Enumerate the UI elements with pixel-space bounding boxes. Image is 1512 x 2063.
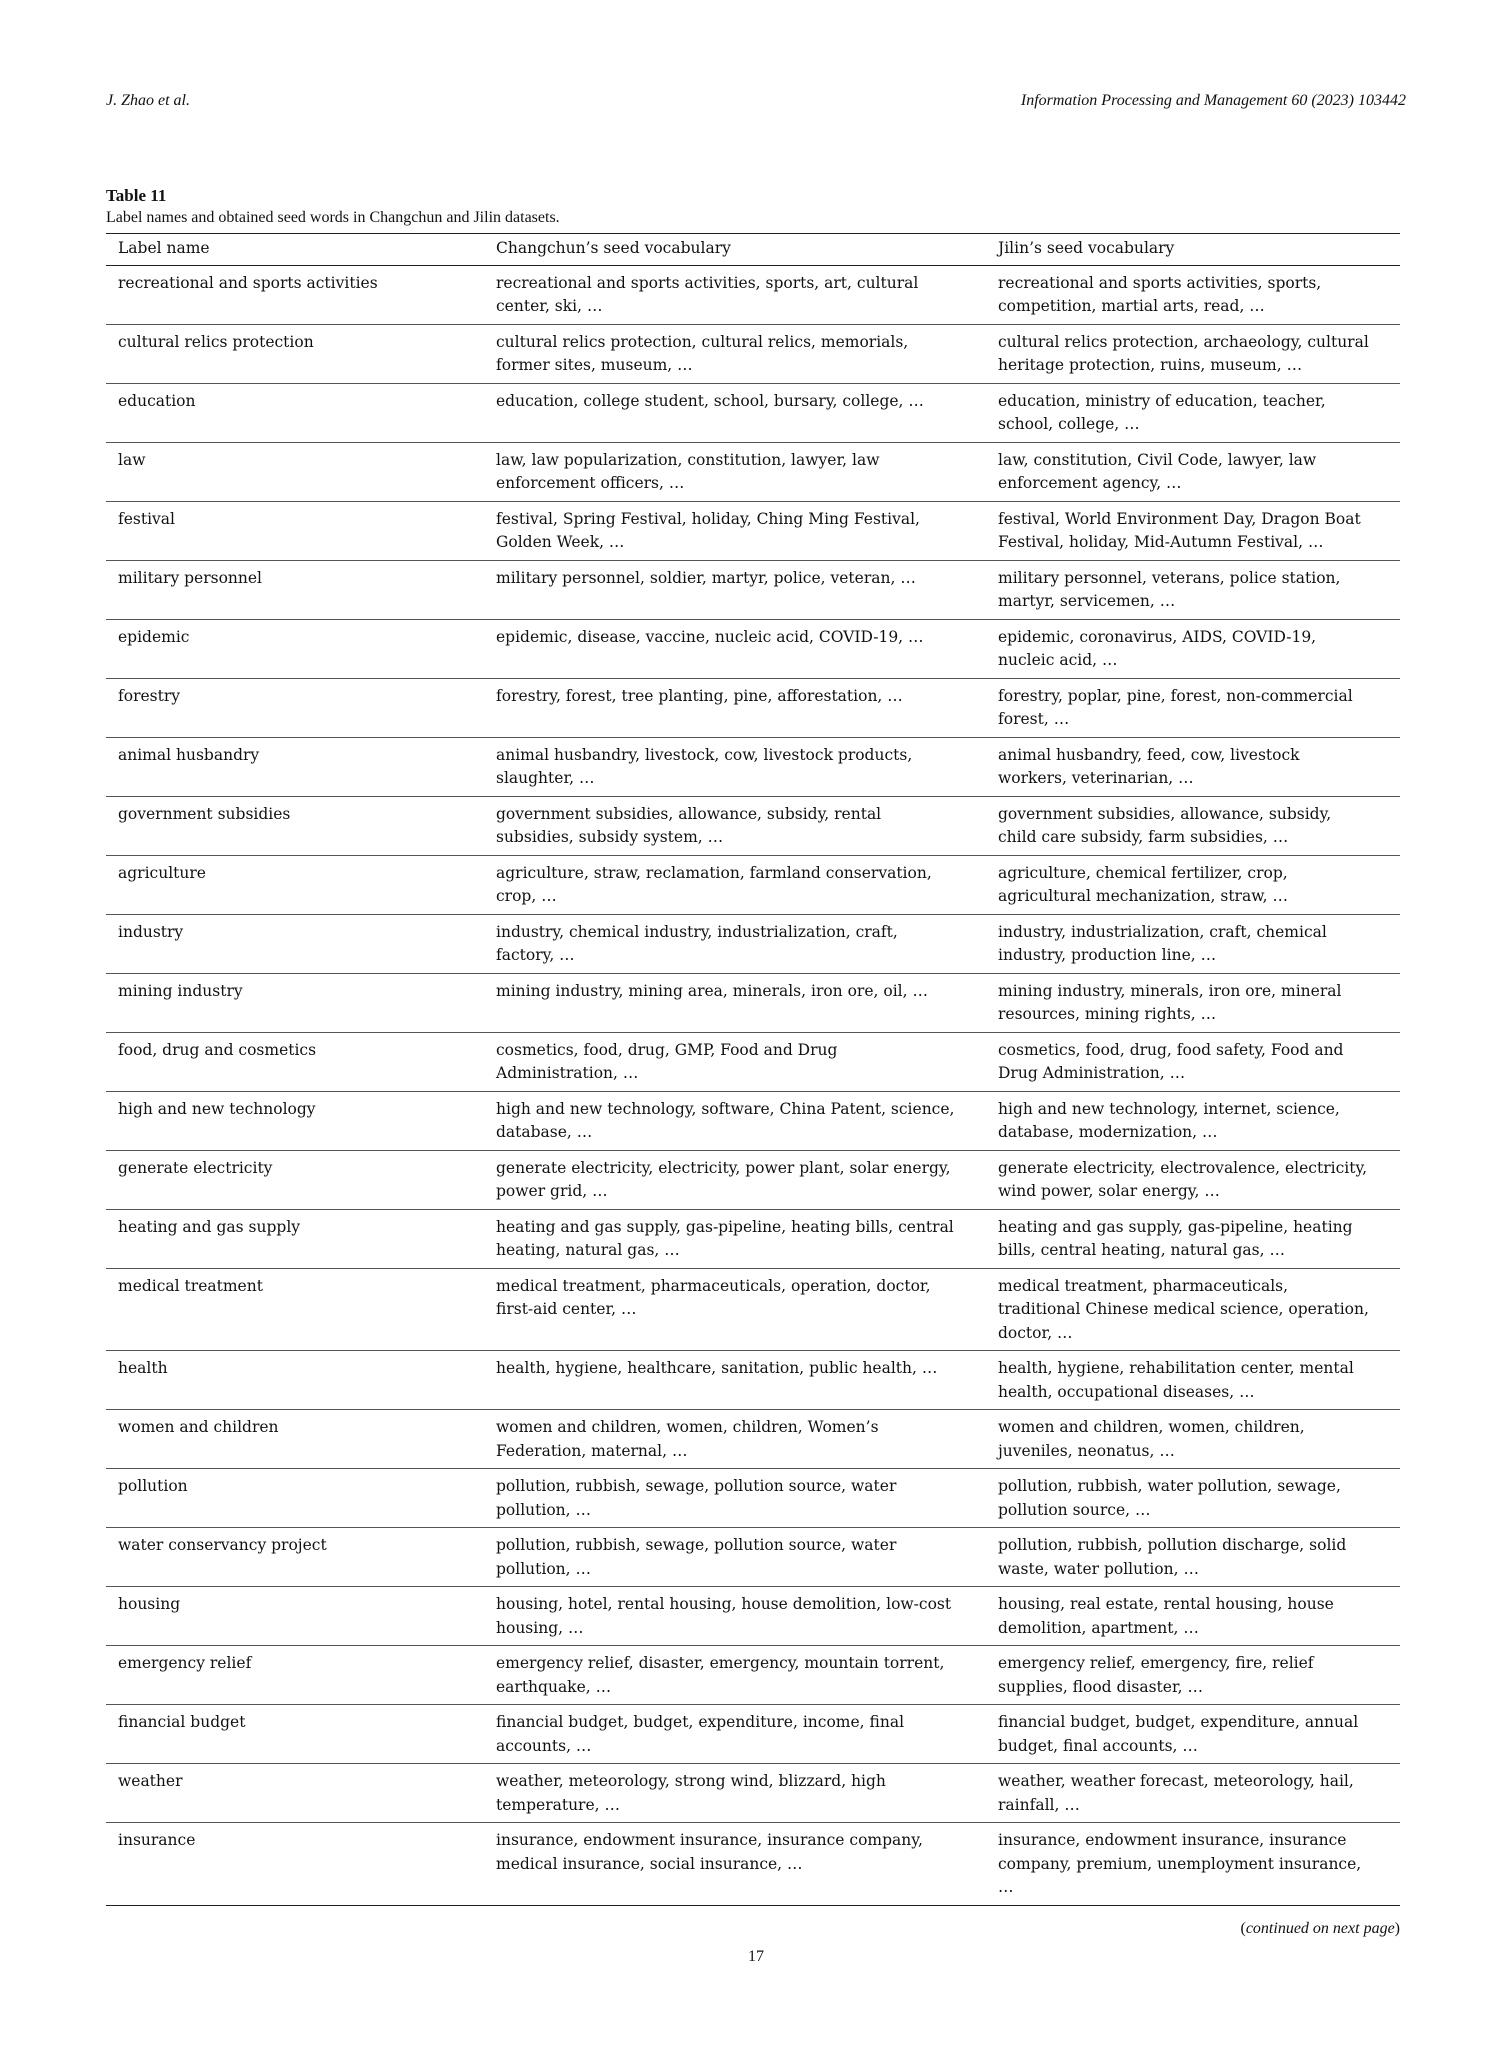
jilin-vocabulary-cell: health, hygiene, rehabilitation center, mental health, occupational diseases, …: [986, 1351, 1400, 1410]
changchun-vocabulary-cell: epidemic, disease, vaccine, nucleic acid, COVID-19, …: [484, 619, 986, 678]
page-number: 17: [748, 1948, 764, 1965]
jilin-vocabulary-cell: weather, weather forecast, meteorology, hail, rainfall, …: [986, 1764, 1400, 1823]
table-header: [106, 234, 1400, 266]
jilin-vocabulary-cell: housing, real estate, rental housing, house demolition, apartment, …: [986, 1587, 1400, 1646]
table-row: [106, 619, 1400, 678]
table-row: [106, 1150, 1400, 1209]
jilin-vocabulary-cell: women and children, women, children, juveniles, neonatus, …: [986, 1410, 1400, 1469]
table-block: [106, 186, 1400, 1938]
running-head: [106, 92, 1406, 110]
changchun-vocabulary-cell: pollution, rubbish, sewage, pollution source, water pollution, …: [484, 1469, 986, 1528]
table-row: [106, 324, 1400, 383]
table-row: [106, 1587, 1400, 1646]
label-name-cell: forestry: [106, 678, 484, 737]
changchun-vocabulary-cell: women and children, women, children, Women’s Federation, maternal, …: [484, 1410, 986, 1469]
table-row: [106, 737, 1400, 796]
continued-close-paren: ): [1394, 1919, 1400, 1937]
table-row: [106, 1823, 1400, 1906]
changchun-vocabulary-cell: education, college student, school, bursary, college, …: [484, 383, 986, 442]
jilin-vocabulary-cell: education, ministry of education, teacher, school, college, …: [986, 383, 1400, 442]
table-row: [106, 1705, 1400, 1764]
changchun-vocabulary-cell: recreational and sports activities, sports, art, cultural center, ski, …: [484, 265, 986, 324]
label-name-cell: education: [106, 383, 484, 442]
table-row: [106, 442, 1400, 501]
label-name-cell: government subsidies: [106, 796, 484, 855]
label-name-cell: emergency relief: [106, 1646, 484, 1705]
changchun-vocabulary-cell: financial budget, budget, expenditure, income, final accounts, …: [484, 1705, 986, 1764]
table-row: [106, 1469, 1400, 1528]
changchun-vocabulary-cell: medical treatment, pharmaceuticals, operation, doctor, first-aid center, …: [484, 1268, 986, 1351]
table-row: [106, 560, 1400, 619]
jilin-vocabulary-cell: mining industry, minerals, iron ore, mineral resources, mining rights, …: [986, 973, 1400, 1032]
jilin-vocabulary-cell: cultural relics protection, archaeology, cultural heritage protection, ruins, museum, …: [986, 324, 1400, 383]
label-name-cell: water conservancy project: [106, 1528, 484, 1587]
jilin-vocabulary-cell: heating and gas supply, gas-pipeline, heating bills, central heating, natural gas, …: [986, 1209, 1400, 1268]
seed-words-table: [106, 233, 1400, 1906]
changchun-vocabulary-cell: mining industry, mining area, minerals, iron ore, oil, …: [484, 973, 986, 1032]
label-name-cell: weather: [106, 1764, 484, 1823]
jilin-vocabulary-cell: law, constitution, Civil Code, lawyer, law enforcement agency, …: [986, 442, 1400, 501]
label-name-cell: housing: [106, 1587, 484, 1646]
table-body: [106, 265, 1400, 1905]
jilin-vocabulary-cell: forestry, poplar, pine, forest, non-commercial forest, …: [986, 678, 1400, 737]
changchun-vocabulary-cell: generate electricity, electricity, power plant, solar energy, power grid, …: [484, 1150, 986, 1209]
jilin-vocabulary-cell: medical treatment, pharmaceuticals, traditional Chinese medical science, operation, doctor, …: [986, 1268, 1400, 1351]
jilin-vocabulary-cell: government subsidies, allowance, subsidy, child care subsidy, farm subsidies, …: [986, 796, 1400, 855]
changchun-vocabulary-cell: government subsidies, allowance, subsidy, rental subsidies, subsidy system, …: [484, 796, 986, 855]
changchun-vocabulary-cell: heating and gas supply, gas-pipeline, heating bills, central heating, natural gas, …: [484, 1209, 986, 1268]
label-name-cell: health: [106, 1351, 484, 1410]
changchun-vocabulary-cell: agriculture, straw, reclamation, farmland conservation, crop, …: [484, 855, 986, 914]
table-row: [106, 1351, 1400, 1410]
label-name-cell: agriculture: [106, 855, 484, 914]
jilin-vocabulary-cell: financial budget, budget, expenditure, annual budget, final accounts, …: [986, 1705, 1400, 1764]
jilin-vocabulary-cell: epidemic, coronavirus, AIDS, COVID-19, nucleic acid, …: [986, 619, 1400, 678]
label-name-cell: industry: [106, 914, 484, 973]
jilin-vocabulary-cell: generate electricity, electrovalence, electricity, wind power, solar energy, …: [986, 1150, 1400, 1209]
label-name-cell: recreational and sports activities: [106, 265, 484, 324]
label-name-cell: financial budget: [106, 1705, 484, 1764]
running-head-journal: Information Processing and Management 60 (2023) 103442: [1020, 92, 1406, 109]
label-name-cell: military personnel: [106, 560, 484, 619]
label-name-cell: law: [106, 442, 484, 501]
table-row: [106, 1091, 1400, 1150]
label-name-cell: cultural relics protection: [106, 324, 484, 383]
table-row: [106, 1764, 1400, 1823]
table-header-row: [106, 234, 1400, 266]
label-name-cell: medical treatment: [106, 1268, 484, 1351]
jilin-vocabulary-cell: agriculture, chemical fertilizer, crop, agricultural mechanization, straw, …: [986, 855, 1400, 914]
changchun-vocabulary-cell: festival, Spring Festival, holiday, Ching Ming Festival, Golden Week, …: [484, 501, 986, 560]
table-row: [106, 678, 1400, 737]
label-name-cell: high and new technology: [106, 1091, 484, 1150]
jilin-vocabulary-cell: emergency relief, emergency, fire, relief supplies, flood disaster, …: [986, 1646, 1400, 1705]
changchun-vocabulary-cell: insurance, endowment insurance, insurance company, medical insurance, social insurance, …: [484, 1823, 986, 1906]
table-row: [106, 973, 1400, 1032]
changchun-vocabulary-cell: law, law popularization, constitution, lawyer, law enforcement officers, …: [484, 442, 986, 501]
table-row: [106, 1528, 1400, 1587]
label-name-cell: insurance: [106, 1823, 484, 1906]
label-name-cell: pollution: [106, 1469, 484, 1528]
label-name-cell: women and children: [106, 1410, 484, 1469]
jilin-vocabulary-cell: industry, industrialization, craft, chemical industry, production line, …: [986, 914, 1400, 973]
label-name-cell: mining industry: [106, 973, 484, 1032]
changchun-vocabulary-cell: forestry, forest, tree planting, pine, afforestation, …: [484, 678, 986, 737]
changchun-vocabulary-cell: emergency relief, disaster, emergency, mountain torrent, earthquake, …: [484, 1646, 986, 1705]
jilin-vocabulary-cell: festival, World Environment Day, Dragon Boat Festival, holiday, Mid-Autumn Festival, …: [986, 501, 1400, 560]
table-row: [106, 796, 1400, 855]
jilin-vocabulary-cell: insurance, endowment insurance, insurance company, premium, unemployment insurance, …: [986, 1823, 1400, 1906]
changchun-vocabulary-cell: pollution, rubbish, sewage, pollution source, water pollution, …: [484, 1528, 986, 1587]
jilin-vocabulary-cell: high and new technology, internet, science, database, modernization, …: [986, 1091, 1400, 1150]
column-header-changchun: Changchun’s seed vocabulary: [484, 234, 986, 266]
column-header-label-name: Label name: [106, 234, 484, 266]
changchun-vocabulary-cell: cultural relics protection, cultural relics, memorials, former sites, museum, …: [484, 324, 986, 383]
table-row: [106, 914, 1400, 973]
label-name-cell: animal husbandry: [106, 737, 484, 796]
changchun-vocabulary-cell: housing, hotel, rental housing, house demolition, low-cost housing, …: [484, 1587, 986, 1646]
jilin-vocabulary-cell: cosmetics, food, drug, food safety, Food and Drug Administration, …: [986, 1032, 1400, 1091]
table-caption: Label names and obtained seed words in Changchun and Jilin datasets.: [106, 209, 560, 226]
table-row: [106, 1410, 1400, 1469]
table-row: [106, 501, 1400, 560]
jilin-vocabulary-cell: recreational and sports activities, sports, competition, martial arts, read, …: [986, 265, 1400, 324]
table-row: [106, 265, 1400, 324]
table-title: Table 11: [106, 186, 167, 205]
table-row: [106, 1209, 1400, 1268]
table-row: [106, 1646, 1400, 1705]
label-name-cell: festival: [106, 501, 484, 560]
changchun-vocabulary-cell: health, hygiene, healthcare, sanitation, public health, …: [484, 1351, 986, 1410]
changchun-vocabulary-cell: cosmetics, food, drug, GMP, Food and Drug Administration, …: [484, 1032, 986, 1091]
jilin-vocabulary-cell: animal husbandry, feed, cow, livestock workers, veterinarian, …: [986, 737, 1400, 796]
table-row: [106, 855, 1400, 914]
label-name-cell: heating and gas supply: [106, 1209, 484, 1268]
changchun-vocabulary-cell: animal husbandry, livestock, cow, livestock products, slaughter, …: [484, 737, 986, 796]
label-name-cell: food, drug and cosmetics: [106, 1032, 484, 1091]
jilin-vocabulary-cell: military personnel, veterans, police station, martyr, servicemen, …: [986, 560, 1400, 619]
label-name-cell: epidemic: [106, 619, 484, 678]
changchun-vocabulary-cell: high and new technology, software, China Patent, science, database, …: [484, 1091, 986, 1150]
table-row: [106, 383, 1400, 442]
running-head-authors: J. Zhao et al.: [106, 92, 190, 109]
column-header-jilin: Jilin’s seed vocabulary: [986, 234, 1400, 266]
table-row: [106, 1268, 1400, 1351]
table-row: [106, 1032, 1400, 1091]
changchun-vocabulary-cell: military personnel, soldier, martyr, police, veteran, …: [484, 560, 986, 619]
continued-open-paren: (: [1240, 1919, 1246, 1937]
label-name-cell: generate electricity: [106, 1150, 484, 1209]
continued-note: [106, 1920, 1400, 1938]
jilin-vocabulary-cell: pollution, rubbish, pollution discharge, solid waste, water pollution, …: [986, 1528, 1400, 1587]
continued-text: continued on next page: [1245, 1919, 1395, 1937]
changchun-vocabulary-cell: industry, chemical industry, industrialization, craft, factory, …: [484, 914, 986, 973]
jilin-vocabulary-cell: pollution, rubbish, water pollution, sewage, pollution source, …: [986, 1469, 1400, 1528]
changchun-vocabulary-cell: weather, meteorology, strong wind, blizzard, high temperature, …: [484, 1764, 986, 1823]
